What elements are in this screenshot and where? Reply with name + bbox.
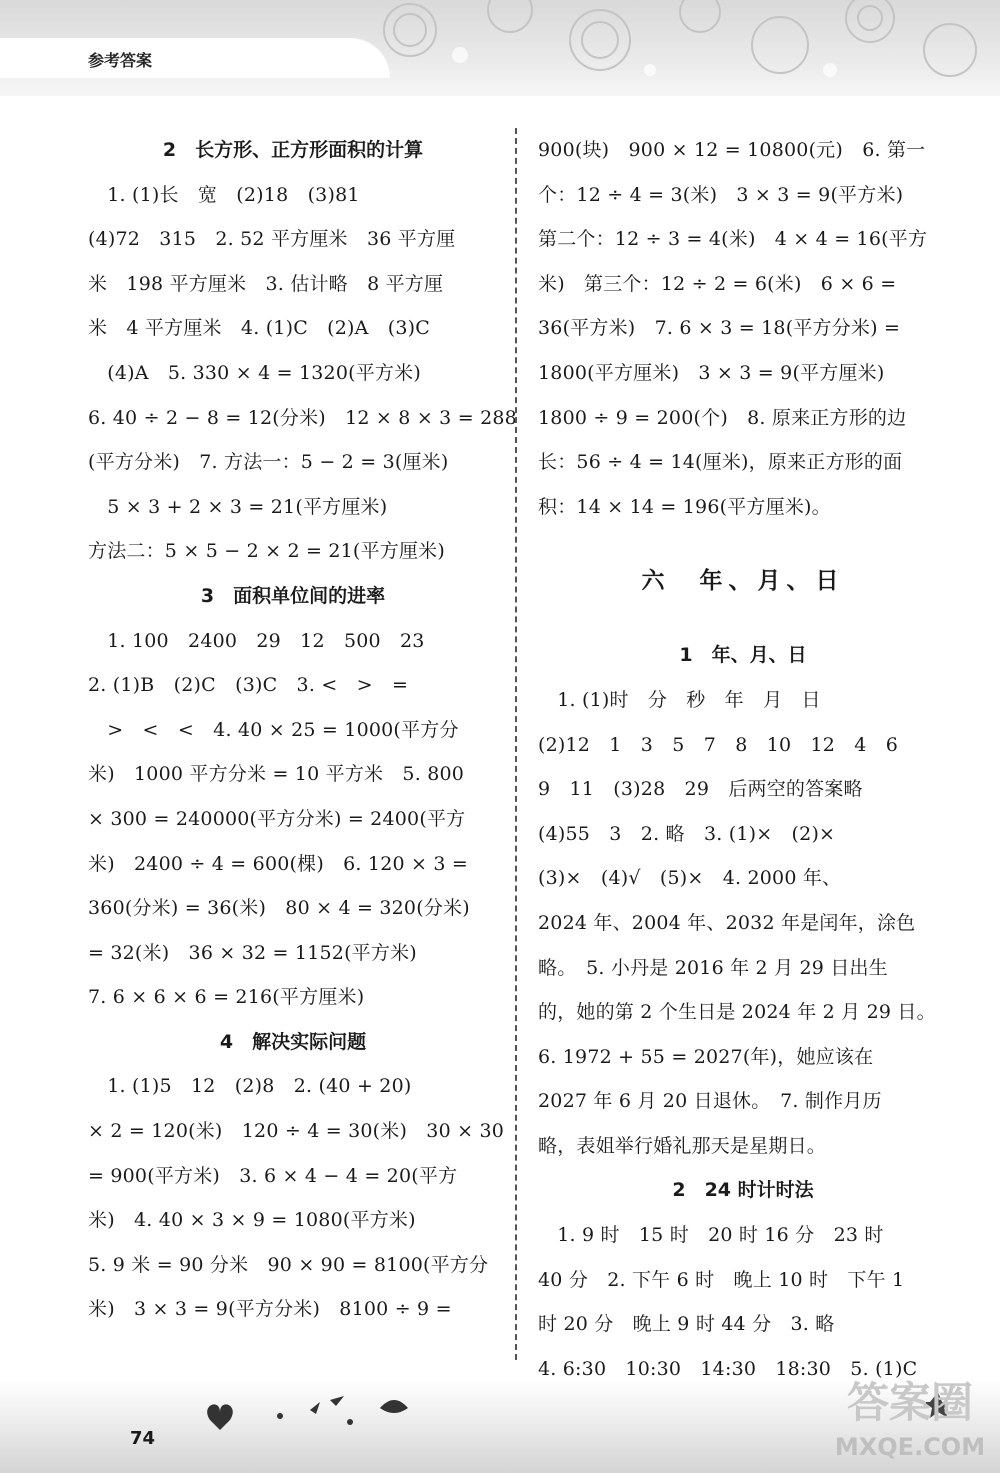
watermark: [826, 1374, 994, 1470]
right_column-line-26: 40 分 2. 下午 6 时 晚上 10 时 下午 1: [538, 1268, 905, 1291]
left_column-line-7: (平方分米) 7. 方法一：5 − 2 = 3(厘米): [88, 451, 449, 474]
left_column-line-14: 米) 1000 平方分米 = 10 平方米 5. 800: [88, 763, 465, 786]
left_column-line-2: (4)72 315 2. 52 平方厘米 36 平方厘: [88, 228, 456, 251]
left_column-line-19: 7. 6 × 6 × 6 = 216(平方厘米): [88, 986, 365, 1009]
column-divider: [515, 128, 517, 1360]
left_column-line-12: 2. (1)B (2)C (3)C 3. < > =: [88, 674, 409, 697]
left_column-heading-10: 3 面积单位间的进率: [200, 584, 386, 607]
left_column-line-6: 6. 40 ÷ 2 − 8 = 12(分米) 12 × 8 × 3 = 288: [88, 406, 517, 429]
right_column-gap-9: [538, 529, 948, 551]
left_column-line-11: 1. 100 2400 29 12 500 23: [88, 629, 425, 652]
right_column-line-21: 6. 1972 + 55 = 2027(年)，她应该在: [538, 1045, 874, 1068]
right_column-line-14: (2)12 1 3 5 7 8 10 12 4 6: [538, 733, 899, 756]
left_column-line-15: × 300 = 240000(平方分米) = 2400(平方: [88, 807, 466, 830]
right_column-line-22: 2027 年 6 月 20 日退休。 7. 制作月历: [538, 1090, 882, 1113]
right_column-line-13: 1. (1)时 分 秒 年 月 日: [538, 688, 821, 711]
right_column-line-18: 2024 年、2004 年、2032 年是闰年，涂色: [538, 911, 916, 934]
watermark-logo: 答案圈: [846, 1378, 973, 1427]
left_column-line-25: 5. 9 米 = 90 分米 90 × 90 = 8100(平方分: [88, 1253, 489, 1276]
left_column-heading-20: 4 解决实际问题: [219, 1030, 367, 1053]
left_column-line-9: 方法二：5 × 5 − 2 × 2 = 21(平方厘米): [88, 540, 445, 563]
watermark-url: MXQE.COM: [834, 1433, 986, 1461]
right_column-line-6: 1800 ÷ 9 = 200(个) 8. 原来正方形的边: [538, 406, 907, 429]
left_column-line-16: 米) 2400 ÷ 4 = 600(棵) 6. 120 × 3 =: [88, 852, 469, 875]
page-number: 74: [130, 1428, 156, 1449]
right_column-line-27: 时 20 分 晚上 9 时 44 分 3. 略: [538, 1313, 835, 1336]
left_column-line-13: > < < 4. 40 × 25 = 1000(平方分: [88, 718, 459, 741]
left-column: [88, 128, 517, 1332]
left_column-line-18: = 32(米) 36 × 32 = 1152(平方米): [88, 941, 417, 964]
left_column-line-26: 米) 3 × 3 = 9(平方分米) 8100 ÷ 9 =: [88, 1298, 452, 1321]
left_column-line-21: 1. (1)5 12 (2)8 2. (40 + 20): [88, 1075, 412, 1098]
header-tab: [0, 38, 390, 78]
left_column-line-23: = 900(平方米) 3. 6 × 4 − 4 = 20(平方: [88, 1164, 458, 1187]
right_column-line-5: 1800(平方厘米) 3 × 3 = 9(平方厘米): [538, 361, 885, 384]
right_column-line-23: 略，表姐举行婚礼那天是星期日。: [538, 1134, 827, 1157]
right_column-gap-11: [538, 611, 948, 633]
left_column-line-5: (4)A 5. 330 × 4 = 1320(平方米): [88, 361, 421, 384]
right_column-line-15: 9 11 (3)28 29 后两空的答案略: [538, 778, 863, 801]
right_column-line-19: 略。 5. 小丹是 2016 年 2 月 29 日出生: [538, 956, 888, 979]
right_column-line-20: 的，她的第 2 个生日是 2024 年 2 月 29 日。: [538, 1001, 936, 1024]
right_column-line-0: 900(块) 900 × 12 = 10800(元) 6. 第一: [538, 139, 926, 161]
header-decoration-circles: [350, 0, 1000, 96]
right_column-line-4: 36(平方米) 7. 6 × 3 = 18(平方分米) =: [538, 317, 901, 340]
left_column-line-22: × 2 = 120(米) 120 ÷ 4 = 30(米) 30 × 30: [88, 1120, 505, 1143]
left_column-line-17: 360(分米) = 36(米) 80 × 4 = 320(分米): [88, 897, 470, 920]
right_column-line-2: 第二个：12 ÷ 3 = 4(米) 4 × 4 = 16(平方: [538, 228, 928, 251]
left_column-line-3: 米 198 平方厘米 3. 估计略 8 平方厘: [88, 272, 444, 295]
right_column-line-3: 米) 第三个：12 ÷ 2 = 6(米) 6 × 6 =: [538, 272, 897, 295]
right_column-heading-12: 1 年、月、日: [679, 644, 807, 667]
left_column-line-8: 5 × 3 + 2 × 3 = 21(平方厘米): [88, 495, 388, 518]
header-label: 参考答案: [88, 51, 153, 70]
right_column-line-1: 个：12 ÷ 4 = 3(米) 3 × 3 = 9(平方米): [538, 183, 904, 206]
left_column-line-4: 米 4 平方厘米 4. (1)C (2)A (3)C: [88, 317, 431, 340]
right_column-line-7: 长：56 ÷ 4 = 14(厘米)，原来正方形的面: [538, 451, 903, 474]
right_column-line-8: 积：14 × 14 = 196(平方厘米)。: [538, 495, 831, 518]
right_column-chapter-10: 六 年、月、日: [641, 568, 845, 595]
right-column: [538, 128, 948, 1391]
right_column-heading-24: 2 24 时计时法: [672, 1179, 814, 1202]
right_column-line-25: 1. 9 时 15 时 20 时 16 分 23 时: [538, 1224, 884, 1247]
left_column-line-1: 1. (1)长 宽 (2)18 (3)81: [88, 183, 360, 206]
left_column-line-24: 米) 4. 40 × 3 × 9 = 1080(平方米): [88, 1209, 416, 1232]
left_column-heading-0: 2 长方形、正方形面积的计算: [162, 139, 424, 161]
right_column-line-16: (4)55 3 2. 略 3. (1)× (2)×: [538, 822, 836, 845]
right_column-line-17: (3)× (4)√ (5)× 4. 2000 年、: [538, 867, 842, 890]
right_column-line-28: 4. 6:30 10:30 14:30 18:30 5. (1)C: [538, 1357, 918, 1380]
